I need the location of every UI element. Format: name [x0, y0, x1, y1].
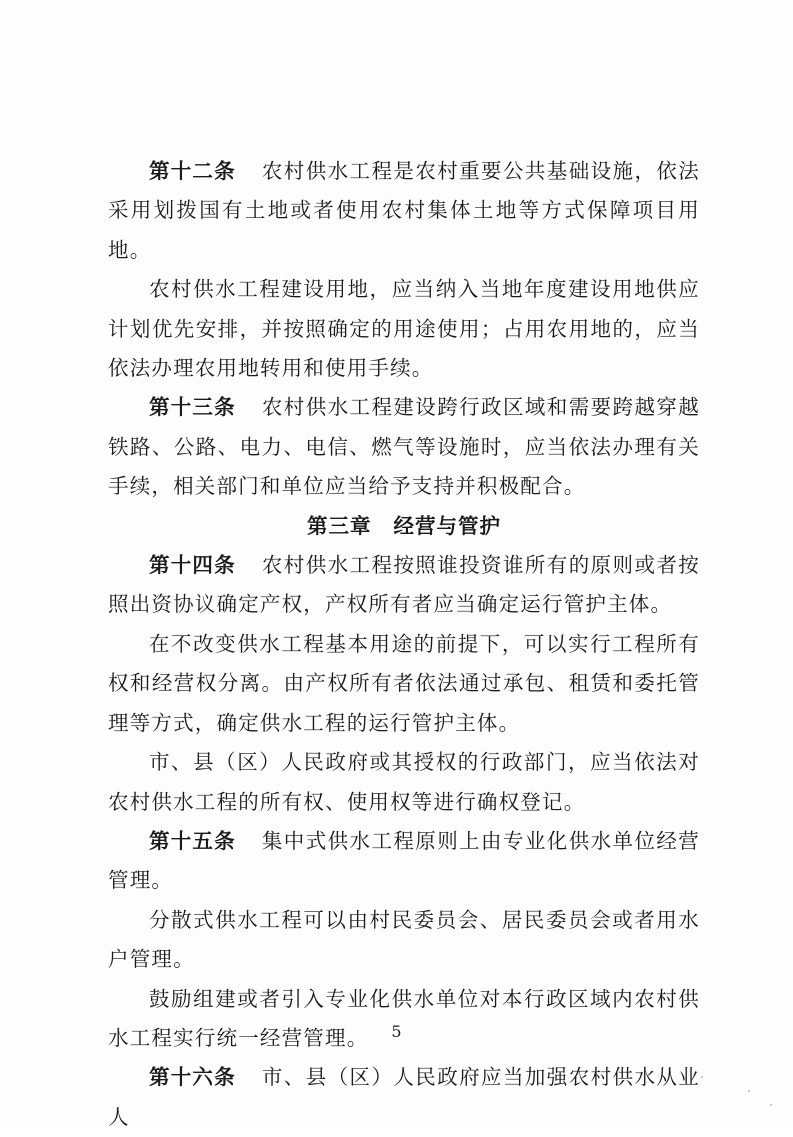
article-paragraph	[108, 388, 700, 506]
article-number: 第十五条	[149, 828, 236, 853]
paragraph-text: 市、县（区）人民政府应当加强农村供水从业人	[108, 1065, 701, 1129]
scan-speck	[701, 1076, 703, 1078]
paragraph-text: 分散式供水工程可以由村民委员会、居民委员会或者用水户管理。	[108, 907, 700, 972]
paragraph-text: 农村供水工程是农村重要公共基础设施，依法采用划拨国有土地或者使用农村集体土地等方式保障项目用地。	[108, 159, 701, 262]
paragraph-text: 鼓励组建或者引入专业化供水单位对本行政区域内农村供水工程实行统一经营管理。	[108, 986, 700, 1050]
scan-speck	[770, 1104, 772, 1106]
article-number: 第十二条	[149, 159, 236, 183]
body-paragraph	[108, 980, 700, 1059]
body-paragraph	[108, 743, 700, 822]
body-paragraph	[108, 901, 700, 980]
paragraph-text: 在不改变供水工程基本用途的前提下，可以实行工程所有权和经营权分离。由产权所有者依法通过承包、租赁和委托管理等方式，确定供水工程的运行管护主体。	[108, 631, 700, 735]
paragraph-text: 市、县（区）人民政府或其授权的行政部门，应当依法对农村供水工程的所有权、使用权等进行确权登记。	[108, 750, 700, 814]
article-number: 第十三条	[149, 395, 236, 420]
article-number: 第十六条	[149, 1065, 236, 1090]
paragraph-text: 农村供水工程建设用地，应当纳入当地年度建设用地供应计划优先安排，并按照确定的用途使用；占用农用地的，应当依法办理农用地转用和使用手续。	[108, 277, 700, 381]
chapter-number: 第三章	[307, 513, 372, 538]
paragraph-text: 集中式供水工程原则上由专业化供水单位经营管理。	[108, 828, 701, 893]
chapter-heading	[108, 507, 700, 546]
article-paragraph	[108, 822, 700, 901]
page-number: 5	[391, 1022, 402, 1041]
paragraph-text: 农村供水工程按照谁投资谁所有的原则或者按照出资协议确定产权，产权所有者应当确定运行管护主体。	[108, 553, 701, 617]
chapter-title: 经营与管护	[393, 513, 501, 538]
article-paragraph	[108, 152, 700, 270]
article-paragraph	[108, 546, 700, 625]
body-paragraph	[108, 625, 700, 743]
scan-speck	[748, 1090, 750, 1092]
body-paragraph	[108, 270, 700, 388]
document-body	[108, 152, 700, 1137]
article-paragraph	[108, 1058, 700, 1137]
paragraph-text: 农村供水工程建设跨行政区域和需要跨越穿越铁路、公路、电力、电信、燃气等设施时，应当依法办理有关手续，相关部门和单位应当给予支持并积极配合。	[108, 395, 701, 499]
article-number: 第十四条	[149, 553, 236, 578]
